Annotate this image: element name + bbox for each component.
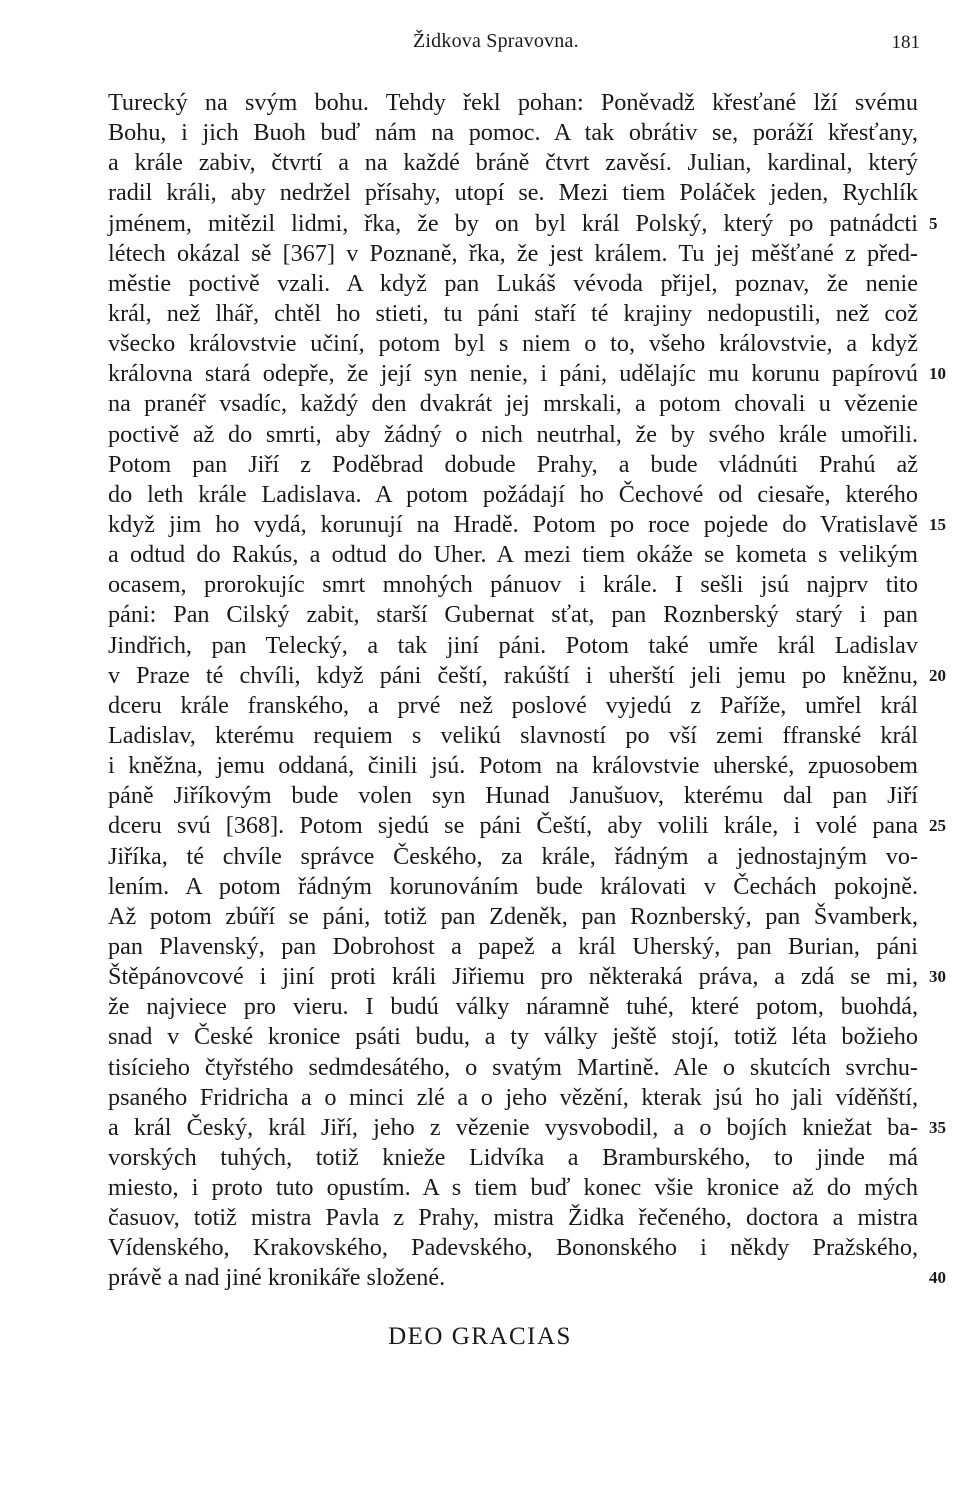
line-number: 30 [929,967,946,987]
line-number: 40 [929,1268,946,1288]
text-line [108,118,918,148]
text-line [108,842,918,872]
line-text: poctivě až do smrti, aby žádný o nich neutrhal, že by svého krále umořili. [108,420,918,448]
line-text: a krále zabiv, čtvrtí a na každé bráně čtvrt zavěsí. Julian, kardinal, který [108,149,918,177]
line-text: Ladislav, kterému requiem s velikú slavností po vší zemi ffranské král [108,721,918,749]
line-text: na pranéř vsadíc, každý den dvakrát jej mrskali, a potom chovali u vězenie [108,390,918,418]
text-line [108,1053,918,1083]
line-number: 25 [929,816,946,836]
line-text: do leth krále Ladislava. A potom požádají ho Čechové od ciesaře, kterého [108,480,918,508]
line-text: létech okázal sě [367] v Poznaně, řka, že jest králem. Tu jej měšťané z před- [108,239,918,267]
line-text: časuov, totiž mistra Pavla z Prahy, mistra Židka řečeného, doctora a mistra [108,1204,918,1232]
text-line [108,359,946,389]
text-line [108,209,938,239]
line-text: všecko královstvie učiní, potom byl s niem o to, všeho královstvie, a když [108,330,918,358]
text-line [108,691,918,721]
line-text: když jim ho vydá, korunují na Hradě. Potom po roce pojede do Vratislavě [108,510,918,538]
line-text: dceru krále franského, a prvé než poslové vyjedú z Paříže, umřel král [108,691,918,719]
line-text: ocasem, prorokujíc smrt mnohých pánuov i krále. I sešli jsú najprv tito [108,571,918,599]
text-line [108,631,918,661]
text-line [108,480,918,510]
text-line [108,540,918,570]
text-line [108,329,918,359]
line-text: lením. A potom řádným korunováním bude královati v Čechách pokojně. [108,872,918,900]
text-line [108,269,918,299]
text-line [108,1233,918,1263]
line-text: páni: Pan Cilský zabit, starší Gubernat sťat, pan Roznberský starý i pan [108,601,918,629]
text-line [108,751,918,781]
text-line [108,299,918,329]
line-text: právě a nad jiné kronikáře složené. [108,1264,446,1292]
line-text: a král Český, král Jiří, jeho z vězenie vysvobodil, a o bojích kniežat ba- [108,1113,918,1141]
line-text: radil králi, aby nedržel přísahy, utopí se. Mezi tiem Poláček jeden, Rychlík [108,179,918,207]
text-line [108,510,946,540]
text-line [108,420,918,450]
running-head: Židkova Spravovna. [413,30,579,52]
line-text: Až potom zbúří se páni, totiž pan Zdeněk, pan Roznberský, pan Švamberk, [108,902,918,930]
closing-line: DEO GRACIAS [388,1323,572,1350]
line-number: 15 [929,514,946,534]
line-text: psaného Fridricha a o minci zlé a o jeho vězění, kterak jsú ho jali víděňští, [108,1083,918,1111]
line-text: Vídenského, Krakovského, Padevského, Bononského i někdy Pražského, [108,1234,918,1262]
line-text: královna stará odepře, že její syn nenie, i páni, udělajíc mu korunu papírovú [108,360,918,388]
line-text: pan Plavenský, pan Dobrohost a papež a král Uherský, pan Burian, páni [108,932,918,960]
line-text: jménem, mitězil lidmi, řka, že by on byl král Polský, který po patnádcti [108,209,918,237]
text-line [108,1173,918,1203]
text-line [108,721,918,751]
text-line [108,239,918,269]
line-text: Bohu, i jich Buoh buď nám na pomoc. A tak obrátiv se, poráží křesťany, [108,119,918,147]
line-text: dceru svú [368]. Potom sjedú se páni Čeští, aby volili krále, i volé pana [108,812,918,840]
line-text: král, než lhář, chtěl ho stieti, tu páni staří té krajiny nedopustili, než což [108,299,918,327]
line-text: snad v České kronice psáti budu, a ty války ještě stojí, totiž léta božieho [108,1023,918,1051]
text-line [108,932,918,962]
text-line [108,1083,918,1113]
text-line [108,811,946,841]
text-line [108,600,918,630]
line-text: i kněžna, jemu oddaná, činili jsú. Potom na královstvie uherské, zpuosobem [108,752,918,780]
text-line [108,389,918,419]
text-line [108,992,918,1022]
text-line [108,902,918,932]
line-text: Štěpánovcové i jiní proti králi Jiřiemu pro některaká práva, a zdá se mi, [108,963,918,991]
line-number: 20 [929,665,946,685]
line-number: 10 [929,364,946,384]
text-line [108,962,946,992]
line-text: páně Jiříkovým bude volen syn Hunad Janušuov, kterému dal pan Jiří [108,782,918,810]
page-header [0,30,960,62]
text-line [108,148,918,178]
line-text: městie poctivě vzali. A když pan Lukáš vévoda přijel, poznav, že nenie [108,269,918,297]
line-number: 5 [929,213,938,233]
text-line [108,1113,946,1143]
page-number: 181 [891,32,920,53]
text-line [108,450,918,480]
line-text: Turecký na svým bohu. Tehdy řekl pohan: Poněvadž křesťané lží svému [108,89,918,116]
text-line [108,1263,946,1293]
text-line [108,1143,918,1173]
text-line [108,1022,918,1052]
text-line [108,661,946,691]
line-text: Potom pan Jiří z Poděbrad dobude Prahy, a bude vládnúti Prahú až [108,450,918,478]
line-text: Jindřich, pan Telecký, a tak jiní páni. Potom také umře král Ladislav [108,631,918,659]
line-text: vorských tuhých, totiž knieže Lidvíka a Bramburského, to jinde má [108,1143,918,1171]
line-text: tisícieho čtyřstého sedmdesátého, o svatým Martině. Ale o skutcích svrchu- [108,1053,918,1081]
line-text: že najviece pro vieru. I budú války náramně tuhé, které potom, buohdá, [108,993,918,1021]
text-line [108,781,918,811]
text-line [108,88,918,118]
line-text: a odtud do Rakús, a odtud do Uher. A mezi tiem okáže se kometa s velikým [108,541,918,569]
line-text: v Praze té chvíli, když páni čeští, rakúští i uherští jeli jemu po kněžnu, [108,661,918,689]
line-text: miesto, i proto tuto opustím. A s tiem buď konec všie kronice až do mých [108,1174,918,1202]
text-line [108,872,918,902]
text-line [108,1203,918,1233]
line-number: 35 [929,1117,946,1137]
text-line [108,178,918,208]
text-line [108,570,918,600]
line-text: Jiříka, té chvíle správce Českého, za krále, řádným a jednostajným vo- [108,842,918,870]
body-text [108,88,946,1294]
